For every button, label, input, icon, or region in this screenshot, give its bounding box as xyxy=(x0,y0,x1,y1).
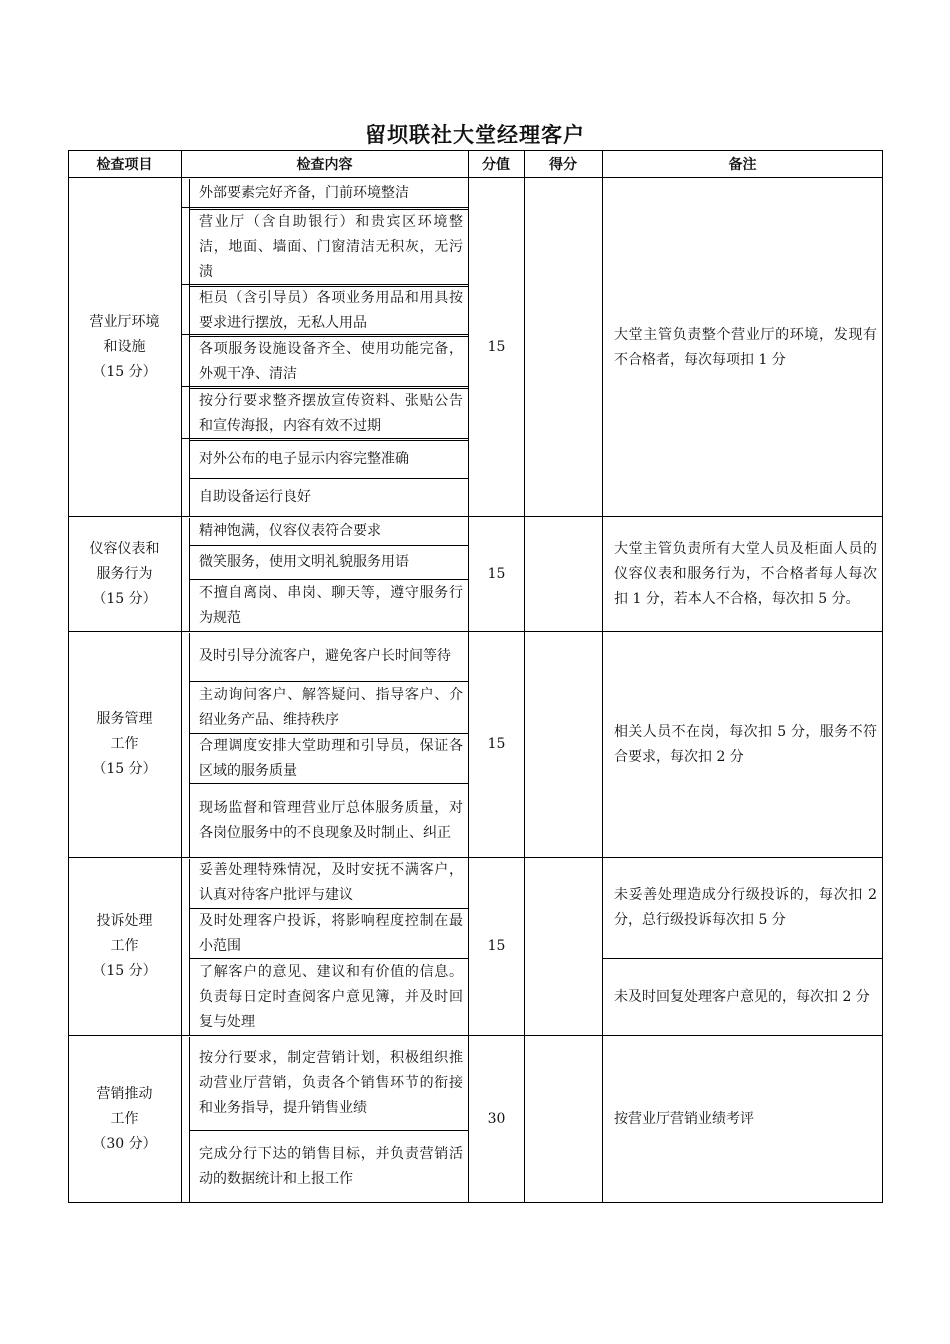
check-item: 按分行要求，制定营销计划，积极组织推动营业厅营销，负责各个销售环节的衔接和业务指导，提升销售业绩 xyxy=(199,1049,463,1116)
check-item: 合理调度安排大堂助理和引导员，保证各区域的服务质量 xyxy=(199,737,463,779)
document-title: 留坝联社大堂经理客户 xyxy=(365,123,585,147)
check-item: 营业厅（含自助银行）和贵宾区环境整洁，地面、墙面、门窗清洁无积灰，无污渍 xyxy=(199,213,463,280)
col-divider xyxy=(181,150,182,1203)
category-service-management: 服务管理 工作 （15 分） xyxy=(92,711,157,777)
score-value: 30 xyxy=(487,1110,506,1127)
note-text: 按营业厅营销业绩考评 xyxy=(614,1110,754,1127)
check-item: 及时处理客户投诉，将影响程度控制在最小范围 xyxy=(199,912,463,954)
header-got: 得分 xyxy=(549,156,577,173)
category-environment: 营业厅环境 和设施 （15 分） xyxy=(89,314,160,380)
check-item: 按分行要求整齐摆放宣传资料、张贴公告和宣传海报，内容有效不过期 xyxy=(199,392,463,434)
header-score: 分值 xyxy=(482,156,510,173)
category-complaints: 投诉处理 工作 （15 分） xyxy=(92,913,157,979)
note-text: 大堂主管负责所有大堂人员及柜面人员的仪容仪表和服务行为，不合格者每人每次扣 1 分，若本人不合格，每次扣 5 分。 xyxy=(614,540,877,607)
note-text: 未妥善处理造成分行级投诉的，每次扣 2 分，总行级投诉每次扣 5 分 xyxy=(614,887,877,928)
score-value: 15 xyxy=(487,736,506,752)
check-item: 自助设备运行良好 xyxy=(199,489,311,505)
check-item: 及时引导分流客户，避免客户长时间等待 xyxy=(199,648,451,664)
score-value: 15 xyxy=(487,565,506,582)
category-appearance: 仪容仪表和 服务行为 （15 分） xyxy=(89,540,160,607)
table-border-bottom xyxy=(68,1202,883,1203)
check-item: 不擅自离岗、串岗、聊天等，遵守服务行为规范 xyxy=(199,584,463,626)
check-item: 了解客户的意见、建议和有价值的信息。负责每日定时查阅客户意见簿，并及时回复与处理 xyxy=(199,963,463,1030)
note-text: 相关人员不在岗，每次扣 5 分，服务不符合要求，每次扣 2 分 xyxy=(614,723,877,765)
inspection-table xyxy=(68,150,883,1203)
header-divider xyxy=(68,177,883,178)
check-item: 妥善处理特殊情况，及时安抚不满客户，认真对待客户批评与建议 xyxy=(199,862,463,903)
check-item: 外部要素完好齐备，门前环境整洁 xyxy=(199,185,409,201)
col-divider xyxy=(524,150,525,1203)
check-item: 对外公布的电子显示内容完整准确 xyxy=(199,450,409,467)
score-value: 15 xyxy=(487,938,506,954)
check-item: 现场监督和管理营业厅总体服务质量，对各岗位服务中的不良现象及时制止、纠正 xyxy=(199,799,463,841)
check-item: 精神饱满，仪容仪表符合要求 xyxy=(199,522,381,539)
note-text: 未及时回复处理客户意见的，每次扣 2 分 xyxy=(614,988,870,1005)
check-item: 完成分行下达的销售目标，并负责营销活动的数据统计和上报工作 xyxy=(199,1145,463,1187)
header-item: 检查项目 xyxy=(96,156,153,173)
score-value: 15 xyxy=(487,339,506,355)
check-item: 各项服务设施设备齐全、使用功能完备，外观干净、清洁 xyxy=(199,340,463,382)
header-note: 备注 xyxy=(728,156,757,173)
check-item: 主动询问客户、解答疑问、指导客户、介绍业务产品、维持秩序 xyxy=(199,686,463,728)
header-content: 检查内容 xyxy=(296,156,353,173)
check-item: 柜员（含引导员）各项业务用品和用具按要求进行摆放，无私人用品 xyxy=(199,289,463,331)
category-marketing: 营销推动 工作 （30 分） xyxy=(92,1085,157,1152)
note-text: 大堂主管负责整个营业厅的环境，发现有不合格者，每次每项扣 1 分 xyxy=(614,326,877,368)
check-item: 微笑服务，使用文明礼貌服务用语 xyxy=(199,554,409,570)
